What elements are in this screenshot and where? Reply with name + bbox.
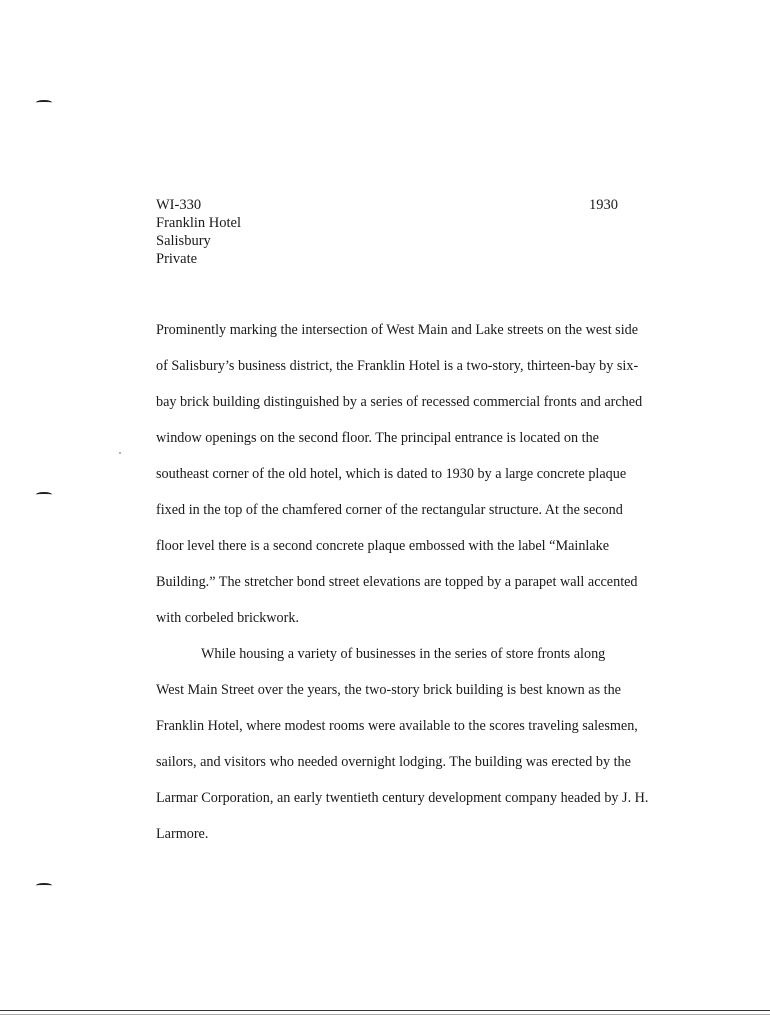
binder-hole-mark-top [36, 100, 52, 105]
text-line: bay brick building distinguished by a series of recessed commercial fronts and arched [156, 394, 643, 410]
binder-hole-mark-bottom [36, 883, 52, 888]
page-bottom-edge [0, 1010, 770, 1011]
text-line: Larmore. [156, 826, 209, 842]
property-ownership: Private [156, 251, 198, 267]
text-line: floor level there is a second concrete plaque embossed with the label “Mainlake [156, 538, 610, 554]
property-header [156, 196, 241, 268]
text-line: West Main Street over the years, the two-story brick building is best known as the [156, 682, 621, 698]
text-line: with corbeled brickwork. [156, 610, 300, 626]
text-line: Franklin Hotel, where modest rooms were available to the scores traveling salesmen, [156, 718, 638, 734]
description-body [156, 320, 676, 860]
text-line: southeast corner of the old hotel, which is dated to 1930 by a large concrete plaque [156, 466, 627, 482]
inventory-number: WI-330 [156, 197, 202, 213]
construction-date: 1930 [589, 197, 618, 213]
text-line: Prominently marking the intersection of West Main and Lake streets on the west side [156, 322, 639, 338]
text-line: window openings on the second floor. The principal entrance is located on the [156, 430, 599, 446]
property-location: Salisbury [156, 233, 211, 249]
text-line: of Salisbury’s business district, the Franklin Hotel is a two-story, thirteen-bay by six- [156, 358, 639, 374]
scan-speck [119, 452, 121, 454]
paragraph-2 [156, 644, 676, 860]
text-line: While housing a variety of businesses in the series of store fronts along [201, 646, 606, 662]
binder-hole-mark-middle [36, 492, 52, 497]
text-line: Larmar Corporation, an early twentieth century development company headed by J. H. [156, 790, 649, 806]
property-name: Franklin Hotel [156, 215, 241, 231]
text-line: sailors, and visitors who needed overnight lodging. The building was erected by the [156, 754, 631, 770]
text-line: fixed in the top of the chamfered corner of the rectangular structure. At the second [156, 502, 623, 518]
page-bottom-edge-shadow [0, 1014, 770, 1015]
paragraph-1 [156, 320, 676, 644]
text-line: Building.” The stretcher bond street elevations are topped by a parapet wall accented [156, 574, 638, 590]
